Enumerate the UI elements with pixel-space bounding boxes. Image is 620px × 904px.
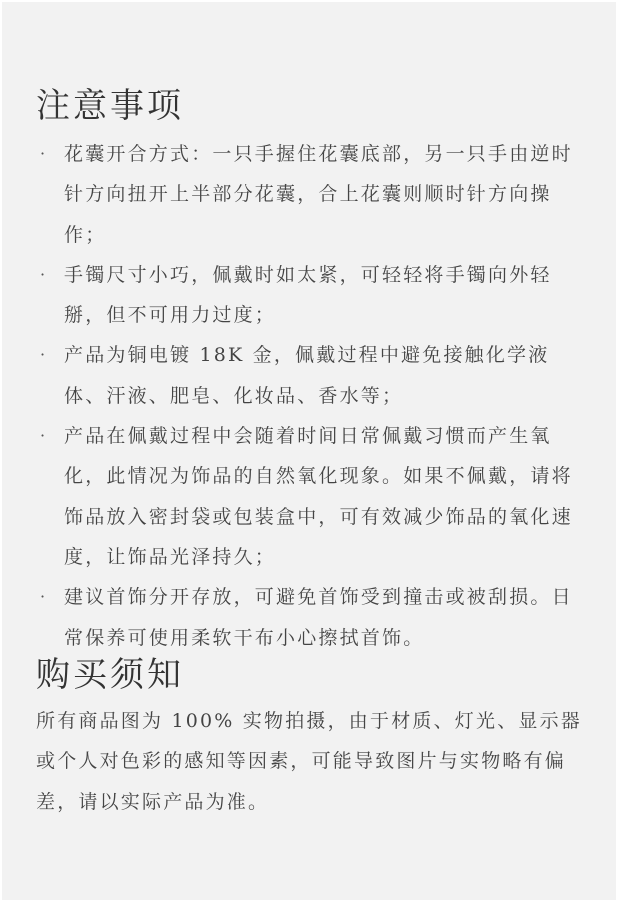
note-text: 产品在佩戴过程中会随着时间日常佩戴习惯而产生氧化，此情况为饰品的自然氧化现象。如果不佩戴，请将饰品放入密封袋或包装盒中，可有效减少饰品的氧化速度，让饰品光泽持久； <box>64 425 573 568</box>
bullet-icon: · <box>40 264 48 284</box>
note-item <box>38 577 590 658</box>
purchase-notice-text: 所有商品图为 100% 实物拍摄，由于材质、灯光、显示器或个人对色彩的感知等因素，可能导致图片与实物略有偏差，请以实际产品为准。 <box>36 710 582 813</box>
note-text: 产品为铜电镀 18K 金，佩戴过程中避免接触化学液体、汗液、肥皂、化妆品、香水等； <box>64 344 550 407</box>
notes-heading: 注意事项 <box>36 86 184 126</box>
note-text: 建议首饰分开存放，可避免首饰受到撞击或被刮损。日常保养可使用柔软干布小心擦拭首饰。 <box>64 586 573 649</box>
bullet-icon: · <box>40 587 48 607</box>
note-text: 手镯尺寸小巧，佩戴时如太紧，可轻轻将手镯向外轻掰，但不可用力过度； <box>64 263 552 327</box>
note-text: 花囊开合方式：一只手握住花囊底部，另一只手由逆时针方向扭开上半部分花囊，合上花囊则顺时针方向操作； <box>64 143 573 246</box>
notes-list <box>38 134 590 658</box>
bullet-icon: · <box>40 345 48 365</box>
note-item <box>38 335 590 416</box>
note-item <box>38 134 590 255</box>
content-panel <box>2 2 616 900</box>
bullet-icon: · <box>40 144 48 163</box>
bullet-icon: · <box>40 426 48 446</box>
note-item <box>38 255 590 336</box>
note-item <box>38 416 590 577</box>
purchase-heading: 购买须知 <box>36 655 184 695</box>
